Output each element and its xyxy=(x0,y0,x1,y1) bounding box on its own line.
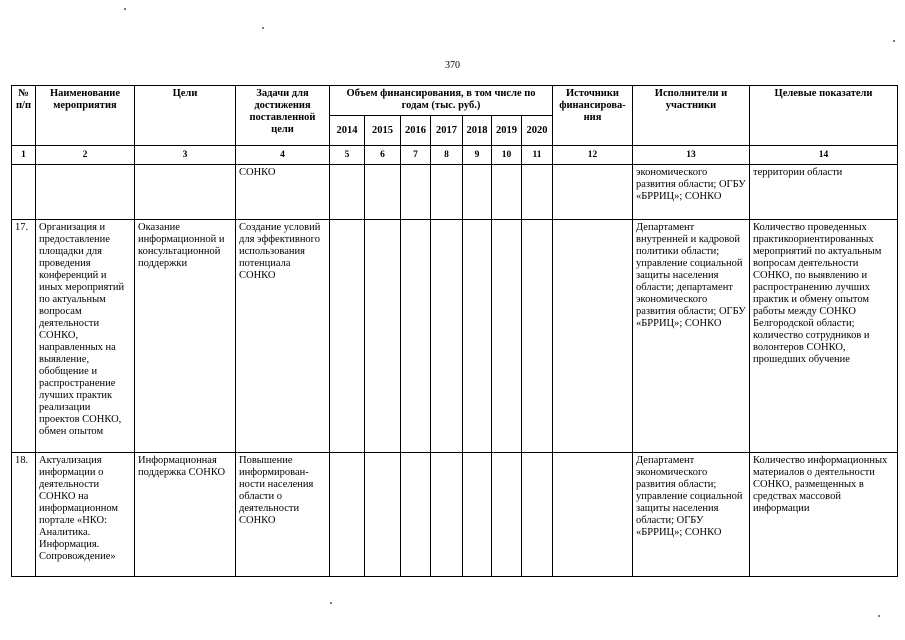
row-funding-2017 xyxy=(431,220,463,453)
row-indicators: территории области xyxy=(750,165,898,220)
column-number: 7 xyxy=(401,146,431,165)
table-row xyxy=(12,220,898,453)
row-funding-2018 xyxy=(463,453,492,577)
header-tasks: Задачи для достижения поставленной цели xyxy=(236,86,330,146)
row-name: Актуализация информации о деятельности СОНКО на информационном портале «НКО: Аналитика. Информация. Сопровождение» xyxy=(36,453,135,577)
row-funding-2014 xyxy=(330,220,365,453)
row-executors: экономического развития области; ОГБУ «БРРИЦ»; СОНКО xyxy=(633,165,750,220)
row-indicators: Количество информационных материалов о деятельности СОНКО, размещенных в средствах массовой информации xyxy=(750,453,898,577)
row-funding-2020 xyxy=(522,165,553,220)
scan-speck xyxy=(124,8,126,10)
column-number: 12 xyxy=(553,146,633,165)
row-funding-2018 xyxy=(463,220,492,453)
row-funding-2019 xyxy=(492,165,522,220)
column-number: 9 xyxy=(463,146,492,165)
header-year: 2019 xyxy=(492,116,522,146)
row-tasks: СОНКО xyxy=(236,165,330,220)
row-executors: Департамент внутренней и кадровой политики области; управление социальной защиты населения области; департамент экономического развития области; ОГБУ «БРРИЦ»; СОНКО xyxy=(633,220,750,453)
row-funding-2018 xyxy=(463,165,492,220)
column-number: 6 xyxy=(365,146,401,165)
page-number: 370 xyxy=(445,60,460,71)
row-name xyxy=(36,165,135,220)
row-funding-2015 xyxy=(365,453,401,577)
header-year: 2020 xyxy=(522,116,553,146)
row-funding-2019 xyxy=(492,453,522,577)
activities-table xyxy=(11,85,898,577)
column-number: 10 xyxy=(492,146,522,165)
column-number: 4 xyxy=(236,146,330,165)
header-name: Наименование мероприятия xyxy=(36,86,135,146)
header-year: 2018 xyxy=(463,116,492,146)
column-number: 1 xyxy=(12,146,36,165)
row-goals xyxy=(135,165,236,220)
row-funding-2014 xyxy=(330,453,365,577)
header-funding: Объем финансирования, в том числе по годам (тыс. руб.) xyxy=(330,86,553,116)
row-executors: Департамент экономического развития области; управление социальной защиты населения области; ОГБУ «БРРИЦ»; СОНКО xyxy=(633,453,750,577)
header-year: 2014 xyxy=(330,116,365,146)
column-number: 11 xyxy=(522,146,553,165)
column-number: 2 xyxy=(36,146,135,165)
column-number: 14 xyxy=(750,146,898,165)
header-executors: Исполнители и участники xyxy=(633,86,750,146)
scan-speck xyxy=(878,615,880,617)
row-indicators: Количество проведенных практикоориентированных мероприятий по актуальным вопросам деятельности СОНКО, по выявлению и распространению лучших практик и обмену опытом работы между СОНКО Белгородской области; количество сотрудников и волонтеров СОНКО, прошедших обучение xyxy=(750,220,898,453)
row-funding-2016 xyxy=(401,165,431,220)
row-goals: Оказание информационной и консультационной поддержки xyxy=(135,220,236,453)
row-sources xyxy=(553,220,633,453)
row-funding-2020 xyxy=(522,220,553,453)
header-goals: Цели xyxy=(135,86,236,146)
header-indicators: Целевые показатели xyxy=(750,86,898,146)
header-year: 2015 xyxy=(365,116,401,146)
column-number: 8 xyxy=(431,146,463,165)
row-funding-2014 xyxy=(330,165,365,220)
row-funding-2015 xyxy=(365,220,401,453)
header-year: 2016 xyxy=(401,116,431,146)
row-funding-2017 xyxy=(431,453,463,577)
table-row xyxy=(12,453,898,577)
header-year: 2017 xyxy=(431,116,463,146)
row-funding-2015 xyxy=(365,165,401,220)
row-funding-2020 xyxy=(522,453,553,577)
row-funding-2016 xyxy=(401,220,431,453)
row-tasks: Создание условий для эффективного использования потенциала СОНКО xyxy=(236,220,330,453)
table-row xyxy=(12,165,898,220)
row-funding-2016 xyxy=(401,453,431,577)
column-number: 13 xyxy=(633,146,750,165)
row-funding-2019 xyxy=(492,220,522,453)
row-tasks: Повышение информирован-ности населения области о деятельности СОНКО xyxy=(236,453,330,577)
row-sources xyxy=(553,165,633,220)
row-goals: Информационная поддержка СОНКО xyxy=(135,453,236,577)
row-num xyxy=(12,165,36,220)
scan-speck xyxy=(330,602,332,604)
column-number: 3 xyxy=(135,146,236,165)
column-numbers-row xyxy=(12,146,898,165)
scan-speck xyxy=(262,27,264,29)
header-sources: Источники финансирова-ния xyxy=(553,86,633,146)
column-number: 5 xyxy=(330,146,365,165)
row-num: 18. xyxy=(12,453,36,577)
header-num: № п/п xyxy=(12,86,36,146)
row-sources xyxy=(553,453,633,577)
row-num: 17. xyxy=(12,220,36,453)
row-funding-2017 xyxy=(431,165,463,220)
row-name: Организация и предоставление площадки для проведения конференций и иных мероприятий по актуальным вопросам деятельности СОНКО, направленных на выявление, обобщение и распространение лучших практик реализации проектов СОНКО, обмен опытом xyxy=(36,220,135,453)
header-row xyxy=(12,86,898,116)
scan-speck xyxy=(893,40,895,42)
